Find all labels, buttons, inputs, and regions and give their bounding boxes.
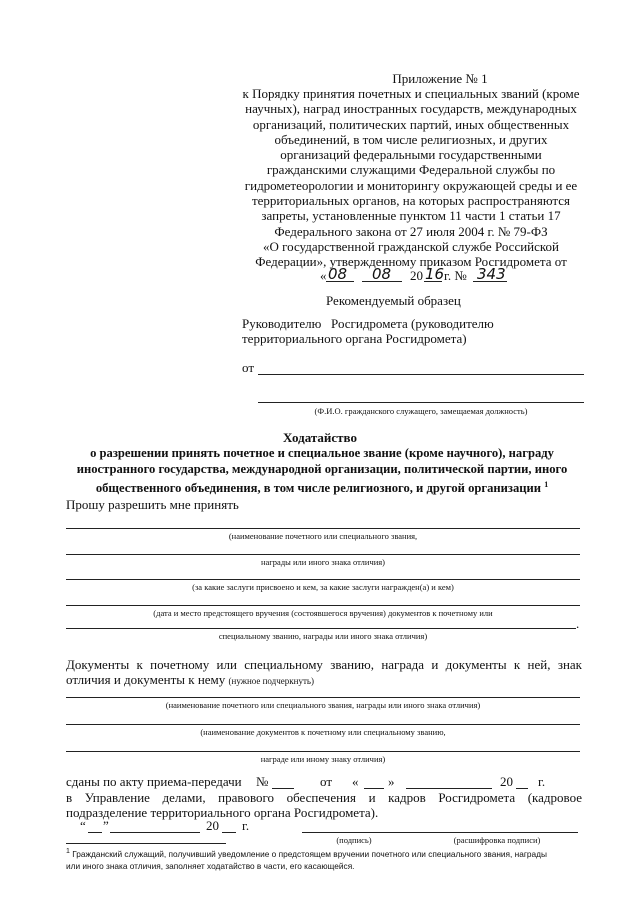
addressee-line2: территориального органа Росгидромета) xyxy=(242,331,467,346)
request-caption-3: (за какие заслуги присвоено и кем, за какие заслуги награжден(а) и кем) xyxy=(192,582,454,592)
recommended-sample: Рекомендуемый образец xyxy=(326,293,461,308)
appendix-line: Федерации», утвержденному приказом Росгидромета от xyxy=(255,254,567,270)
handover-no-field[interactable] xyxy=(272,788,294,789)
order-month: 08 xyxy=(372,265,392,283)
handover-year-g: г. xyxy=(538,774,546,789)
handover-line2: в Управление делами, правового обеспечения и кадров Росгидромета (кадровое xyxy=(66,790,582,805)
signature-year-prefix: 20 xyxy=(206,818,219,833)
request-field-1[interactable] xyxy=(66,528,580,529)
order-year-prefix: 20 xyxy=(410,268,423,283)
signature-year-g: г. xyxy=(242,818,250,833)
appendix-line: организаций федеральными государственными xyxy=(280,147,542,163)
footnote-line2: или иного знака отличия, заполняет ходатайство в части, его касающейся. xyxy=(66,860,355,871)
request-caption-5: специальному званию, награды или иного знака отличия) xyxy=(218,631,428,641)
request-field-2[interactable] xyxy=(66,554,580,555)
handover-year-prefix: 20 xyxy=(500,774,513,789)
request-caption-1: (наименование почетного или специального звания, xyxy=(228,531,418,541)
signature-field[interactable] xyxy=(302,832,406,833)
documents-line1: Документы к почетному или специальному званию, награда и документы к ней, знак xyxy=(66,657,582,672)
appendix-line: территориальных органов, на которых распространяются xyxy=(251,193,571,209)
order-day: 08 xyxy=(328,265,348,283)
handover-month-field[interactable] xyxy=(406,788,492,789)
handover-day-field[interactable] xyxy=(364,788,384,789)
signature-caption: (подпись) xyxy=(336,835,372,845)
footnote-separator xyxy=(66,843,226,844)
request-caption-2: награды или иного знака отличия) xyxy=(260,557,386,567)
appendix-line: организаций, политических партий, иных общественных xyxy=(252,116,570,132)
handover-year-field[interactable] xyxy=(516,788,528,789)
order-number: 343 xyxy=(477,265,506,283)
documents-caption-1: (наименование почетного или специального звания, награды или иного знака отличия) xyxy=(165,700,481,710)
signature-year-field[interactable] xyxy=(222,832,236,833)
order-date xyxy=(320,265,540,285)
handover-label: сданы по акту приема-передачи xyxy=(66,774,242,789)
addressee-line1: Руководителю Росгидромета (руководителю xyxy=(242,316,494,331)
from-caption: (Ф.И.О. гражданского служащего, замещаемая должность) xyxy=(314,406,528,416)
order-number-label: г. № xyxy=(444,268,467,283)
appendix-line: гражданскими служащими Федеральной службы по xyxy=(266,162,556,178)
from-name-line[interactable] xyxy=(258,374,584,375)
documents-field-1[interactable] xyxy=(66,697,580,698)
from-position-line[interactable] xyxy=(258,402,584,403)
decode-caption: (расшифровка подписи) xyxy=(453,835,541,845)
appendix-line: научных), наград иностранных государств, международных xyxy=(245,101,577,117)
appendix-line: Федерального закона от 27 июля 2004 г. № 79-ФЗ xyxy=(274,223,548,239)
appendix-line: к Порядку принятия почетных и специальных званий (кроме xyxy=(242,86,580,101)
documents-field-3[interactable] xyxy=(66,751,580,752)
footnote-line1: Гражданский служащий, получивший уведомление о предстоящем вручении почетного или специального звания, награды xyxy=(72,848,547,859)
documents-line2-text: отличия и документы к нему xyxy=(66,672,226,687)
petition-line: иностранного государства, международной организации, политической партии, иного xyxy=(76,461,568,476)
date-open-quote: « xyxy=(320,268,327,283)
request-caption-4: (дата и место предстоящего вручения (состоявшегося вручения) документов к почетному или xyxy=(153,608,493,618)
petition-line: общественного объединения, в том числе религиозного, и другой организации xyxy=(95,481,542,496)
footnote-mark: 1 xyxy=(66,848,70,855)
request-field-5[interactable] xyxy=(66,628,576,629)
request-intro: Прошу разрешить мне принять xyxy=(66,497,239,512)
request-field-4[interactable] xyxy=(66,605,580,606)
documents-caption-2: (наименование документов к почетному или специальному званию, xyxy=(200,727,446,737)
petition-subject xyxy=(50,446,594,497)
request-trailing-dot: . xyxy=(576,616,580,631)
handover-quote-close: » xyxy=(388,774,395,789)
appendix-title: Приложение № 1 xyxy=(392,71,488,86)
appendix-line: «О государственной гражданской службе Российской xyxy=(262,238,560,254)
handover-from-label: от xyxy=(320,774,333,789)
signature-month-field[interactable] xyxy=(110,832,200,833)
petition-line: о разрешении принять почетное и специальное звание (кроме научного), награду xyxy=(90,446,554,460)
signature-decode-line[interactable] xyxy=(402,832,578,833)
documents-caption-3: награде или иному знаку отличия) xyxy=(260,754,386,764)
order-year-suffix: 16 xyxy=(425,265,445,283)
documents-note: (нужное подчеркнуть) xyxy=(228,676,314,686)
documents-line2 xyxy=(66,672,314,688)
footnote xyxy=(66,846,586,872)
handover-no-label: № xyxy=(256,774,269,789)
from-label: от xyxy=(242,360,255,375)
appendix-line: гидрометеорологии и мониторингу окружающей среды и ее xyxy=(244,177,578,193)
footnote-ref: 1 xyxy=(544,480,549,489)
handover-quote-open: « xyxy=(352,774,359,789)
signature-day-field[interactable] xyxy=(88,832,102,833)
documents-field-2[interactable] xyxy=(66,724,580,725)
appendix-line: запреты, установленные пунктом 11 части 1 статьи 17 xyxy=(261,208,561,224)
handover-line3: подразделение территориального органа Росгидромета). xyxy=(66,805,379,820)
petition-title: Ходатайство xyxy=(283,430,357,445)
request-field-3[interactable] xyxy=(66,579,580,580)
appendix-text xyxy=(238,86,584,270)
signature-row: “ ” 20 г. (подпись) (расшифровка подписи) xyxy=(66,818,586,850)
appendix-line: объединений, в том числе религиозных, и других xyxy=(274,131,548,147)
